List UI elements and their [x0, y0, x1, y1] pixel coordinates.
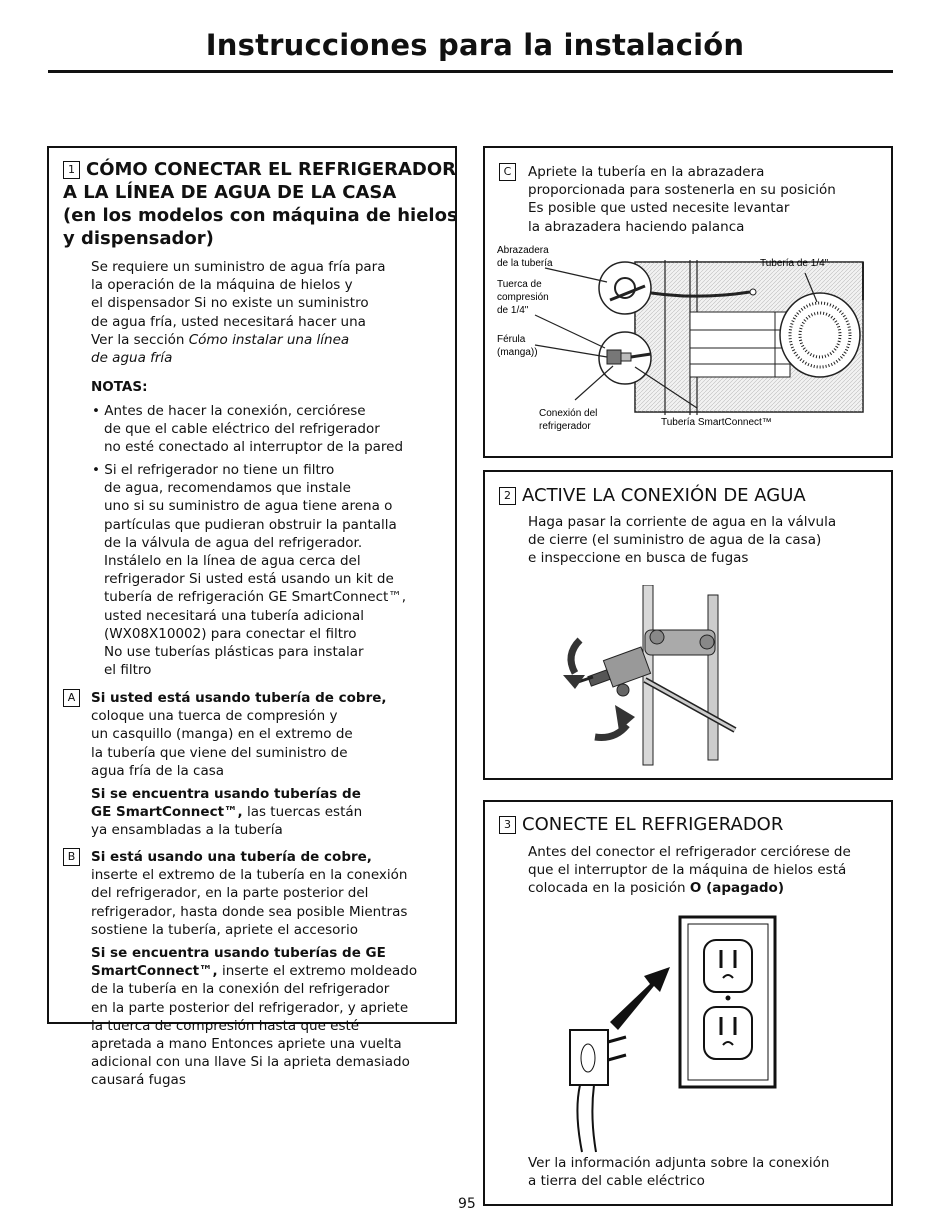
note-line: refrigerador Si usted está usando un kit de [104, 571, 394, 588]
step3-heading-text: CONECTE EL REFRIGERADOR [522, 814, 784, 835]
stepA-marker [63, 689, 86, 708]
step1-intro-line: Ver la sección [91, 331, 185, 348]
stepB-line: sostiene la tubería, apriete el accesorio [91, 921, 358, 938]
note-line: usted necesitará una tubería adicional [104, 607, 364, 624]
label-tuberia-14: Tubería de 1/4" [760, 258, 829, 269]
step2-heading-text: ACTIVE LA CONEXIÓN DE AGUA [522, 485, 806, 506]
stepA-letter: A [63, 689, 80, 707]
step2-line: Haga pasar la corriente de agua en la válvula [528, 514, 837, 530]
note-line: de que el cable eléctrico del refrigerador [104, 421, 380, 438]
step1-intro-line: Se requiere un suministro de agua fría para [91, 259, 386, 275]
label-abrazadera: Abrazadera [497, 245, 549, 256]
stepB-line: del refrigerador, en la parte posterior del [91, 885, 369, 902]
title-rule [48, 70, 893, 73]
step3-line: Antes del conector el refrigerador cerciórese de [528, 844, 851, 860]
stepB-line: apretada a mano Entonces apriete una vuelta [91, 1036, 402, 1053]
stepB-line: adicional con una llave Si la aprieta demasiado [91, 1054, 410, 1071]
stepC-letter: C [499, 163, 516, 181]
stepC-line: Es posible que usted necesite levantar [528, 200, 790, 217]
stepC-line: la abrazadera haciendo palanca [528, 218, 745, 235]
step2-text [528, 513, 890, 568]
step2-line: de cierre (el suministro de agua de la casa) [528, 532, 822, 549]
stepB-bold: Si está usando una tubería de cobre, [91, 849, 372, 865]
outlet-plug-illustration [560, 912, 790, 1157]
note-line: • Antes de hacer la conexión, cerciórese [92, 403, 366, 419]
stepA-line: agua fría de la casa [91, 762, 225, 779]
step3-footer-line: Ver la información adjunta sobre la conexión [528, 1155, 830, 1171]
stepB-bold: Si se encuentra usando tuberías de GE [91, 945, 386, 962]
label-tuberia-smartconnect: Tubería SmartConnect™ [661, 417, 772, 428]
label-ferula: (manga)) [497, 347, 538, 358]
note-line: • Si el refrigerador no tiene un filtro [92, 462, 335, 478]
step1-heading-line: y dispensador) [63, 228, 214, 249]
stepA-bold: Si se encuentra usando tuberías de [91, 786, 361, 803]
label-conexion: Conexión del [539, 408, 598, 419]
step3-line: colocada en la posición [528, 880, 690, 897]
note-line: de la válvula de agua del refrigerador. [104, 534, 363, 551]
label-tuerca: compresión [497, 292, 549, 303]
note-line: No use tuberías plásticas para instalar [104, 644, 364, 661]
stepA-line: ya ensambladas a la tubería [91, 822, 283, 839]
stepB-line: de la tubería en la conexión del refrigerador [91, 981, 390, 998]
label-tuerca: Tuerca de [497, 279, 542, 290]
stepB-line: refrigerador, hasta donde sea posible Mientras [91, 903, 408, 920]
note-1 [92, 402, 452, 457]
step1-intro-line: de agua fría, usted necesitará hacer una [91, 313, 366, 330]
stepA-bold: Si usted está usando tubería de cobre, [91, 690, 387, 706]
step1-heading [63, 158, 458, 250]
step3-number: 3 [499, 816, 516, 834]
label-tuerca: de 1/4" [497, 305, 529, 316]
stepB-letter: B [63, 848, 80, 866]
stepC-text [528, 163, 890, 236]
step1-intro-italic: Cómo instalar una línea [188, 331, 350, 348]
step3-line: que el interruptor de la máquina de hielos está [528, 862, 847, 879]
shutoff-valve-illustration [545, 585, 765, 770]
step1-heading-line: A LA LÍNEA DE AGUA DE LA CASA [63, 182, 397, 203]
step1-intro-italic: de agua fría [91, 350, 173, 367]
step2-line: e inspeccione en busca de fugas [528, 550, 749, 567]
stepB-marker [63, 848, 86, 867]
page-title: Instrucciones para la instalación [205, 28, 745, 62]
step1-heading-line: (en los modelos con máquina de hielos [63, 205, 458, 226]
stepB-line: causará fugas [91, 1072, 186, 1089]
stepA-line: coloque una tuerca de compresión y [91, 708, 338, 725]
tubing-clamp-illustration [485, 240, 891, 454]
stepC-line: proporcionada para sostenerla en su posición [528, 182, 836, 199]
note-line: de agua, recomendamos que instale [104, 480, 351, 497]
step3-bold: O (apagado) [689, 880, 785, 897]
stepB-line: la tuerca de compresión hasta que esté [91, 1017, 360, 1034]
notes-label: NOTAS: [91, 379, 148, 395]
step2-heading [499, 484, 806, 507]
note-2 [92, 461, 452, 679]
step1-heading-line: CÓMO CONECTAR EL REFRIGERADOR [86, 159, 457, 180]
note-line: no esté conectado al interruptor de la pared [104, 439, 404, 456]
step1-intro-line: el dispensador Si no existe un suministro [91, 295, 369, 312]
label-ferula: Férula [497, 334, 526, 345]
step3-footer [528, 1154, 890, 1190]
step3-footer-line: a tierra del cable eléctrico [528, 1173, 705, 1190]
page-number: 95 [458, 1196, 476, 1212]
stepB-line: en la parte posterior del refrigerador, y apriete [91, 999, 409, 1016]
label-conexion: refrigerador [539, 421, 591, 432]
stepC-marker [499, 163, 522, 182]
note-line: uno si su suministro de agua tiene arena o [104, 498, 393, 515]
note-line: (WX08X10002) para conectar el filtro [104, 625, 357, 642]
stepC-line: Apriete la tubería en la abrazadera [528, 164, 765, 180]
stepB-text [91, 848, 453, 1090]
step1-number: 1 [63, 161, 80, 179]
note-line: Instálelo en la línea de agua cerca del [104, 553, 361, 570]
label-abrazadera: de la tubería [497, 258, 553, 269]
step1-intro-line: la operación de la máquina de hielos y [91, 277, 353, 294]
stepA-line: las tuercas están [242, 804, 363, 821]
note-line: tubería de refrigeración GE SmartConnect™, [104, 589, 407, 606]
note-line: el filtro [104, 662, 152, 679]
stepA-line: la tubería que viene del suministro de [91, 744, 348, 761]
stepB-line: inserte el extremo de la tubería en la conexión [91, 867, 408, 884]
stepA-line: un casquillo (manga) en el extremo de [91, 726, 353, 743]
stepA-text [91, 689, 451, 840]
step3-heading [499, 813, 783, 836]
step2-number: 2 [499, 487, 516, 505]
stepA-bold: GE SmartConnect™, [91, 804, 243, 821]
stepB-line: inserte el extremo moldeado [217, 963, 418, 980]
note-line: partículas que pudieran obstruir la pantalla [104, 516, 397, 533]
step1-intro [91, 258, 451, 367]
stepB-bold: SmartConnect™, [91, 963, 218, 980]
step3-text [528, 843, 890, 898]
